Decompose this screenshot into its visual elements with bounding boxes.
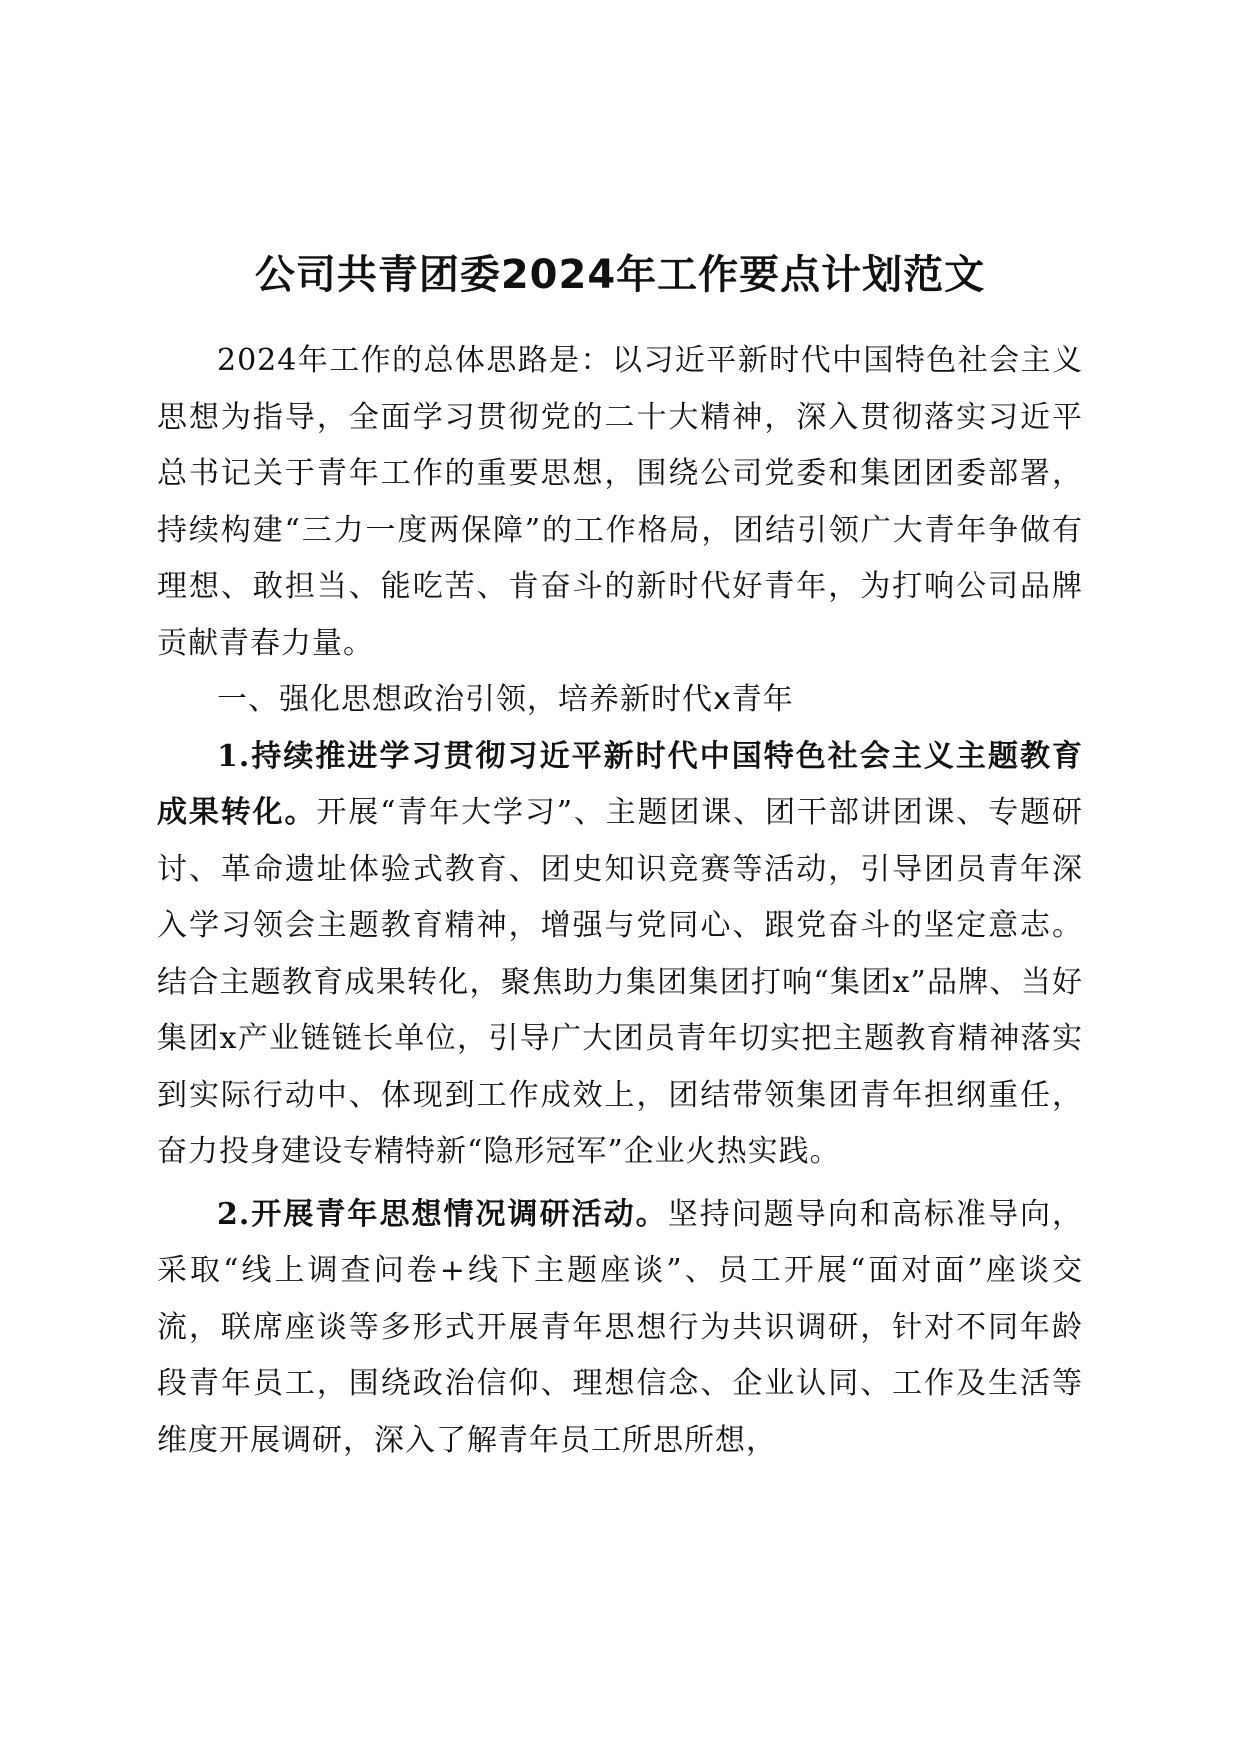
item-2-body: 坚持问题导向和高标准导向，采取“线上调查问卷+线下主题座谈”、员工开展“面对面”座谈交流，联席座谈等多形式开展青年思想行为共识调研，针对不同年龄段青年员工，围绕政治信仰、理想信念、企业认同、工作及生活等维度开展调研，深入了解青年员工所思所想，: [157, 1196, 1083, 1458]
document-page: [157, 245, 1083, 1469]
intro-paragraph: 2024年工作的总体思路是：以习近平新时代中国特色社会主义思想为指导，全面学习贯彻党的二十大精神，深入贯彻落实习近平总书记关于青年工作的重要思想，围绕公司党委和集团团委部署，持续构建“三力一度两保障”的工作格局，团结引领广大青年争做有理想、敢担当、能吃苦、肯奋斗的新时代好青年，为打响公司品牌贡献青春力量。: [157, 343, 1083, 661]
item-1-lead: 1.持续推进学习贯彻习近平新时代中国特色社会主义主题教育成果转化。: [157, 738, 1083, 830]
section-heading-1: 一、强化思想政治引领，培养新时代x青年: [217, 682, 794, 717]
item-1-body: 开展“青年大学习”、主题团课、团干部讲团课、专题研讨、革命遗址体验式教育、团史知识竞赛等活动，引导团员青年深入学习领会主题教育精神，增强与党同心、跟党奋斗的坚定意志。结合主题教育成果转化，聚焦助力集团集团打响“集团x”品牌、当好集团x产业链链长单位，引导广大团员青年切实把主题教育精神落实到实际行动中、体现到工作成效上，团结带领集团青年担纲重任，奋力投身建设专精特新“隐形冠军”企业火热实践。: [157, 795, 1083, 1169]
item-1-paragraph: [157, 729, 1083, 1181]
item-2-paragraph: [157, 1187, 1083, 1470]
item-2-lead: 2.开展青年思想情况调研活动。: [217, 1196, 668, 1232]
document-title: 公司共青团委2024年工作要点计划范文: [254, 252, 986, 298]
